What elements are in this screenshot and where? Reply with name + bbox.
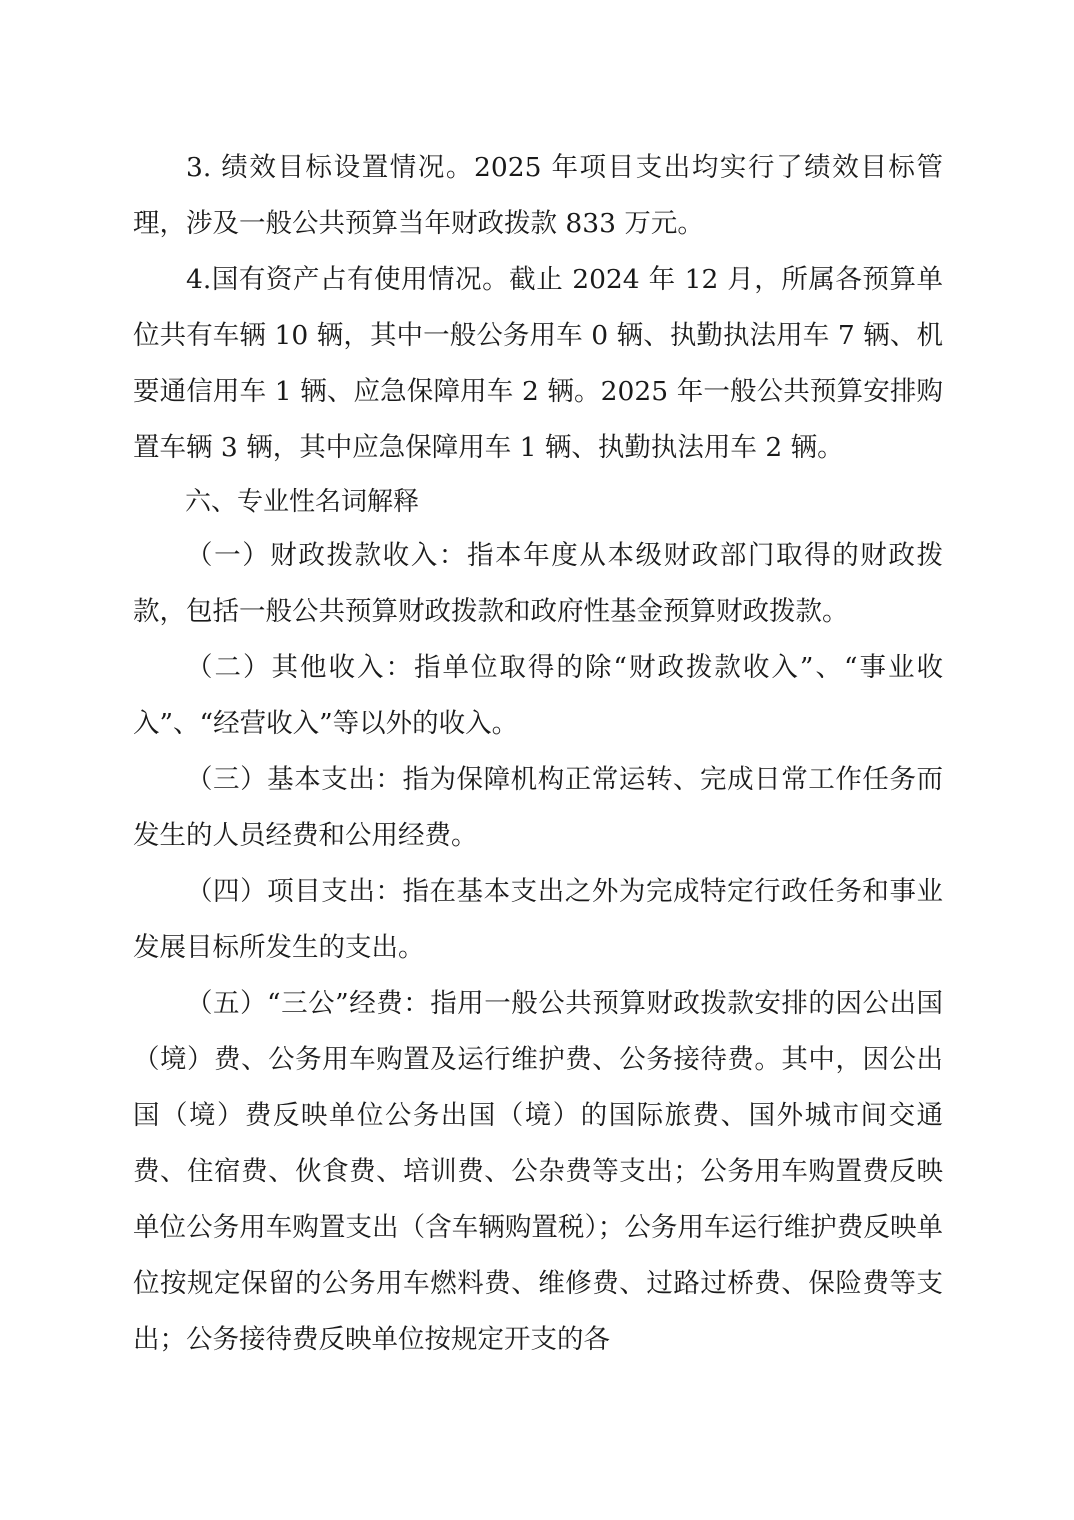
definition-three-public-expenses: （五）“三公”经费：指用一般公共预算财政拨款安排的因公出国（境）费、公务用车购置及运行维护费、公务接待费。其中，因公出国（境）费反映单位公务出国（境）的国际旅费、国外城市间交通费、住宿费、伙食费、培训费、公杂费等支出；公务用车购置费反映单位公务用车购置支出（含车辆购置税）；公务用车运行维护费反映单位按规定保留的公务用车燃料费、维修费、过路过桥费、保险费等支出；公务接待费反映单位按规定开支的各 (133, 988, 943, 1355)
document-page (133, 140, 943, 1368)
section-heading-terms: 六、专业性名词解释 (185, 487, 420, 517)
paragraph-performance-targets: 3. 绩效目标设置情况。2025 年项目支出均实行了绩效目标管理，涉及一般公共预算当年财政拨款 833 万元。 (133, 152, 943, 239)
definition-project-expenditure: （四）项目支出：指在基本支出之外为完成特定行政任务和事业发展目标所发生的支出。 (133, 876, 943, 963)
definition-basic-expenditure: （三）基本支出：指为保障机构正常运转、完成日常工作任务而发生的人员经费和公用经费。 (133, 764, 943, 851)
definition-other-income: （二）其他收入：指单位取得的除“财政拨款收入”、“事业收入”、“经营收入”等以外的收入。 (133, 652, 943, 739)
paragraph-state-assets: 4.国有资产占有使用情况。截止 2024 年 12 月，所属各预算单位共有车辆 10 辆，其中一般公务用车 0 辆、执勤执法用车 7 辆、机要通信用车 1 辆、应急保障用车 2 辆。2025 年一般公共预算安排购置车辆 3 辆，其中应急保障用车 1 辆、执勤执法用车 2 辆。 (133, 264, 943, 463)
definition-fiscal-appropriation-income: （一）财政拨款收入：指本年度从本级财政部门取得的财政拨款，包括一般公共预算财政拨款和政府性基金预算财政拨款。 (133, 540, 943, 627)
